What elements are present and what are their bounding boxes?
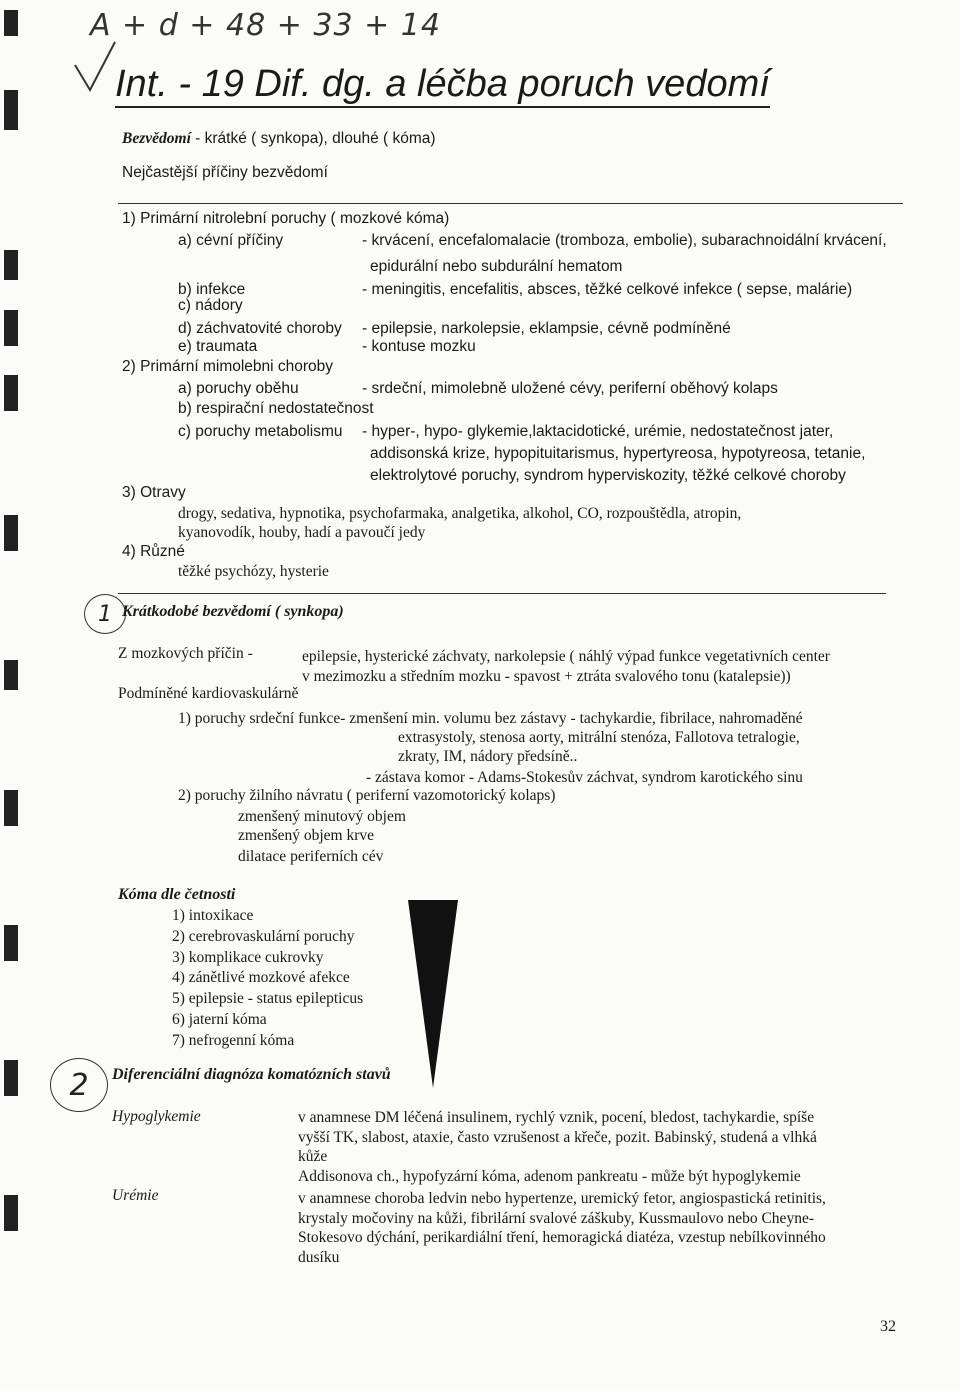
koma-item: 4) zánětlivé mozkové afekce [172, 969, 350, 987]
binder-mark [4, 1195, 18, 1231]
bezvedomi-definition: - krátké ( synkopa), dlouhé ( kóma) [190, 130, 436, 147]
binder-mark [4, 10, 18, 36]
section1-line: epilepsie, hysterické záchvaty, narkolepsie ( náhlý výpad funkce vegetativních center [302, 648, 830, 665]
page-number: 32 [880, 1318, 896, 1335]
hypoglykemie-line: v anamnese DM léčená insulinem, rychlý vznik, pocení, bledost, tachykardie, spíše [298, 1109, 815, 1126]
cause-right-text: - epilepsie, narkolepsie, eklampsie, cévně podmíněné [362, 320, 731, 337]
section1-line: extrasystoly, stenosa aorty, mitrální stenóza, Fallotova tetralogie, [398, 729, 800, 746]
koma-item: 6) jaterní kóma [172, 1011, 267, 1028]
uremie-line: krystaly močoviny na kůži, fibrilární svalové záškuby, Kussmaulovo nebo Cheyne- [298, 1209, 814, 1227]
section1-line: 2) poruchy žilního návratu ( periferní vazomotorický kolaps) [178, 787, 556, 804]
binder-mark [4, 375, 18, 411]
cause-right-text: - krvácení, encefalomalacie (tromboza, embolie), subarachnoidální krvácení, [362, 232, 887, 249]
section1-line: zmenšený objem krve [238, 827, 375, 844]
cause-left-text: d) záchvatovité choroby [178, 320, 342, 337]
cause-left-text: a) cévní příčiny [178, 232, 284, 249]
cause-right-text: - meningitis, encefalitis, absces, těžké celkové infekce ( sepse, malárie) [362, 281, 853, 298]
cause-left-text: b) infekce [178, 281, 246, 298]
section-number-circle: 1 [84, 594, 126, 634]
cause-left-text: 3) Otravy [122, 484, 186, 501]
koma-item: 3) komplikace cukrovky [172, 948, 324, 966]
bezvedomi-line [122, 130, 436, 148]
section1-line: 1) poruchy srdeční funkce- zmenšení min. volumu bez zástavy - tachykardie, fibrilace, nahromaděné [178, 710, 803, 727]
uremie-line: Stokesovo dýchání, perikardiální tření, hemoragická diatéza, vzestup nebílkovinného [298, 1229, 826, 1246]
page-title: Int. - 19 Dif. dg. a léčba poruch vedomí [115, 62, 770, 108]
hypoglykemie-line: Addisonova ch., hypofyzární kóma, adenom pankreatu - může být hypoglykemie [298, 1167, 801, 1185]
hypoglykemie-line: kůže [298, 1148, 328, 1165]
koma-item: 1) intoxikace [172, 907, 254, 924]
koma-item: 5) epilepsie - status epilepticus [172, 990, 364, 1008]
section1-line: - zástava komor - Adams-Stokesův záchvat, syndrom karotického sinu [366, 769, 803, 786]
divider [118, 593, 886, 594]
cause-right-text: - kontuse mozku [362, 338, 476, 355]
cause-left-text: kyanovodík, houby, hadí a pavoučí jedy [178, 524, 426, 541]
koma-heading: Kóma dle četnosti [118, 886, 236, 903]
koma-item: 2) cerebrovaskulární poruchy [172, 927, 355, 945]
cause-right-text: - hyper-, hypo- glykemie,laktacidotické, urémie, nedostatečnost jater, [362, 423, 834, 440]
cause-left-text: c) poruchy metabolismu [178, 423, 343, 440]
down-arrow-icon [408, 900, 458, 1090]
section1-line: v mezimozku a středním mozku - spavost + ztráta svalového tonu (katalepsie)) [302, 668, 791, 685]
cause-left-text: těžké psychózy, hysterie [178, 563, 329, 580]
cause-left-text: e) traumata [178, 338, 258, 355]
section1-line: zkraty, IM, nádory předsíně.. [398, 748, 578, 765]
section1-line: Podmíněné kardiovaskulárně [118, 685, 299, 702]
binder-mark [4, 925, 18, 961]
divider [118, 203, 903, 204]
binder-mark [4, 90, 18, 130]
binder-mark [4, 1060, 18, 1096]
uremie-line: dusíku [298, 1248, 340, 1266]
section1-line: Z mozkových příčin - [118, 645, 253, 662]
cause-left-text: c) nádory [178, 297, 243, 314]
cause-left-text: b) respirační nedostatečnost [178, 400, 374, 417]
cause-left-text: drogy, sedativa, hypnotika, psychofarmaka, analgetika, alkohol, CO, rozpouštědla, atropin, [178, 505, 742, 522]
hypoglykemie-label: Hypoglykemie [112, 1108, 201, 1125]
uremie-label: Urémie [112, 1187, 159, 1204]
cause-left-text: 4) Různé [122, 543, 185, 560]
cause-left-text: 1) Primární nitrolební poruchy ( mozkové kóma) [122, 210, 450, 227]
cause-right-text: addisonská krize, hypopituitarismus, hypertyreosa, hypotyreosa, tetanie, [370, 445, 866, 462]
binder-mark [4, 250, 18, 280]
section1-line: dilatace periferních cév [238, 848, 384, 865]
bezvedomi-term: Bezvědomí [122, 130, 191, 147]
binder-mark [4, 310, 18, 346]
binder-mark [4, 790, 18, 826]
cause-left-text: a) poruchy oběhu [178, 380, 299, 397]
cause-left-text: 2) Primární mimolebni choroby [122, 358, 334, 375]
section2-heading: Diferenciální diagnóza komatózních stavů [112, 1066, 391, 1083]
koma-item: 7) nefrogenní kóma [172, 1031, 295, 1049]
handwritten-note: A + d + 48 + 33 + 14 [90, 8, 441, 43]
cause-right-text: elektrolytové poruchy, syndrom hyperviskozity, těžké celkové choroby [370, 467, 846, 484]
binder-mark [4, 660, 18, 690]
cause-right-text: - srdeční, mimolebně uložené cévy, periferní oběhový kolaps [362, 380, 778, 397]
uremie-line: v anamnese choroba ledvin nebo hypertenze, uremický fetor, angiospastická retinitis, [298, 1190, 826, 1207]
binder-mark [4, 515, 18, 551]
hypoglykemie-line: vyšší TK, slabost, ataxie, často vzrušenost a křeče, pozit. Babinský, studená a vlhká [298, 1128, 817, 1146]
section1-heading: Krátkodobé bezvědomí ( synkopa) [122, 603, 344, 620]
section1-line: zmenšený minutový objem [238, 808, 406, 825]
causes-heading: Nejčastější příčiny bezvědomí [122, 164, 328, 181]
cause-right-text: epidurální nebo subdurální hematom [370, 258, 623, 275]
section-number-circle: 2 [50, 1058, 108, 1112]
